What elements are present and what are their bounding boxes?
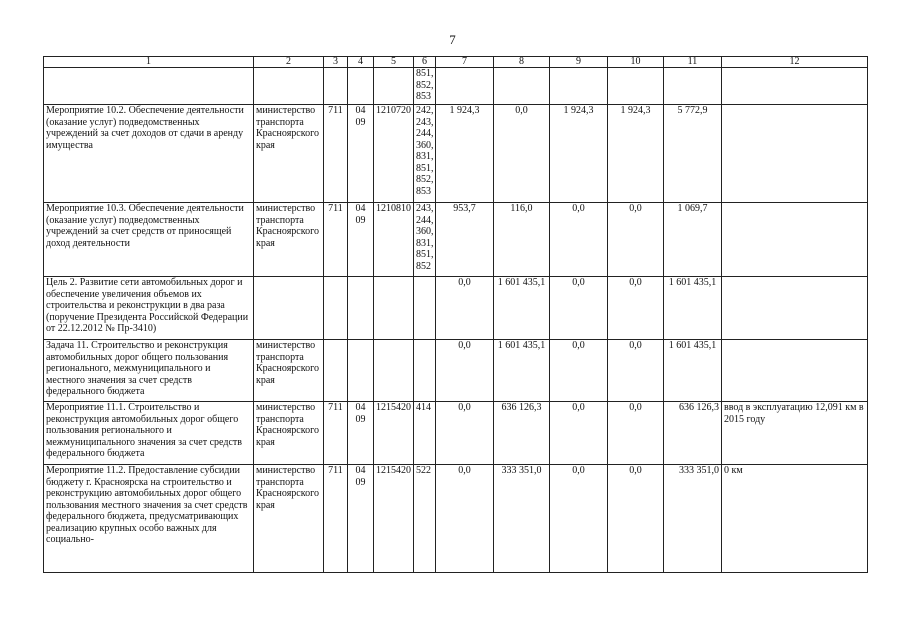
col-header-11: 11 <box>664 57 722 68</box>
cell-2017: 0,0 <box>608 465 664 573</box>
cell-grbs <box>324 340 348 402</box>
cell-grbs <box>324 68 348 105</box>
cell-csr <box>374 68 414 105</box>
cell-vr: 414 <box>414 402 436 465</box>
cell-name: Цель 2. Развитие сети автомобильных дорог и обеспечение увеличения объемов их строительства и реконструкции в два раза (поручение Президента Российской Федерации от 22.12.2012 № Пр-3410) <box>44 277 254 340</box>
cell-name <box>44 68 254 105</box>
cell-rzpr <box>348 340 374 402</box>
cell-2016: 0,0 <box>550 340 608 402</box>
cell-name: Задача 11. Строительство и реконструкция автомобильных дорог общего пользования регионального, межмуниципального и местного значения за счет средств федерального бюджета <box>44 340 254 402</box>
cell-grbs <box>324 277 348 340</box>
cell-result <box>722 340 868 402</box>
cell-2015: 333 351,0 <box>494 465 550 573</box>
col-header-3: 3 <box>324 57 348 68</box>
cell-result <box>722 105 868 203</box>
cell-vr <box>414 277 436 340</box>
cell-org: министерство транспорта Красноярского края <box>254 402 324 465</box>
col-header-4: 4 <box>348 57 374 68</box>
cell-total: 1 601 435,1 <box>664 277 722 340</box>
cell-2016: 0,0 <box>550 277 608 340</box>
cell-org <box>254 277 324 340</box>
cell-vr <box>414 340 436 402</box>
cell-csr <box>374 340 414 402</box>
cell-2014: 1 924,3 <box>436 105 494 203</box>
cell-name: Мероприятие 10.2. Обеспечение деятельности (оказание услуг) подведомственных учреждений за счет доходов от сдачи в аренду имущества <box>44 105 254 203</box>
col-header-1: 1 <box>44 57 254 68</box>
cell-rzpr: 04 09 <box>348 105 374 203</box>
cell-total: 333 351,0 <box>664 465 722 573</box>
cell-vr: 243, 244, 360, 831, 851, 852 <box>414 203 436 277</box>
cell-2014: 0,0 <box>436 277 494 340</box>
cell-result: ввод в эксплуатацию 12,091 км в 2015 году <box>722 402 868 465</box>
cell-2016: 0,0 <box>550 203 608 277</box>
cell-total: 1 069,7 <box>664 203 722 277</box>
cell-grbs: 711 <box>324 203 348 277</box>
cell-org: министерство транспорта Красноярского края <box>254 203 324 277</box>
cell-2014: 953,7 <box>436 203 494 277</box>
cell-2017: 0,0 <box>608 340 664 402</box>
header-row <box>44 57 868 68</box>
cell-vr: 522 <box>414 465 436 573</box>
cell-2016: 0,0 <box>550 465 608 573</box>
cell-grbs: 711 <box>324 465 348 573</box>
col-header-9: 9 <box>550 57 608 68</box>
col-header-6: 6 <box>414 57 436 68</box>
cell-2017: 0,0 <box>608 203 664 277</box>
cell-csr: 1210810 <box>374 203 414 277</box>
cell-rzpr <box>348 277 374 340</box>
table-row <box>44 402 868 465</box>
table-row <box>44 105 868 203</box>
cell-org: министерство транспорта Красноярского края <box>254 465 324 573</box>
cell-2015: 1 601 435,1 <box>494 277 550 340</box>
cell-total <box>664 68 722 105</box>
cell-csr: 1215420 <box>374 402 414 465</box>
cell-result <box>722 68 868 105</box>
cell-rzpr: 04 09 <box>348 402 374 465</box>
cell-2015 <box>494 68 550 105</box>
cell-total: 5 772,9 <box>664 105 722 203</box>
cell-csr: 1210720 <box>374 105 414 203</box>
cell-org <box>254 68 324 105</box>
cell-2015: 0,0 <box>494 105 550 203</box>
table-row <box>44 465 868 573</box>
table-row <box>44 277 868 340</box>
cell-2015: 1 601 435,1 <box>494 340 550 402</box>
cell-result <box>722 203 868 277</box>
cell-rzpr <box>348 68 374 105</box>
cell-2017: 1 924,3 <box>608 105 664 203</box>
cell-csr: 1215420 <box>374 465 414 573</box>
cell-name: Мероприятие 11.1. Строительство и реконструкция автомобильных дорог общего пользования регионального и межмуниципального значения за счет средств федерального бюджета <box>44 402 254 465</box>
cell-grbs: 711 <box>324 105 348 203</box>
cell-org: министерство транспорта Красноярского края <box>254 105 324 203</box>
col-header-8: 8 <box>494 57 550 68</box>
cell-org: министерство транспорта Красноярского края <box>254 340 324 402</box>
cell-rzpr: 04 09 <box>348 465 374 573</box>
cell-2014: 0,0 <box>436 402 494 465</box>
cell-result: 0 км <box>722 465 868 573</box>
cell-2014: 0,0 <box>436 340 494 402</box>
cell-2017: 0,0 <box>608 277 664 340</box>
cell-grbs: 711 <box>324 402 348 465</box>
cell-name: Мероприятие 11.2. Предоставление субсидии бюджету г. Красноярска на строительство и реконструкцию автомобильных дорог общего пользования местного значения за счет средств федерального бюджета, предусматривающих реализацию крупных особо важных для социально- <box>44 465 254 573</box>
cell-2016: 0,0 <box>550 402 608 465</box>
cell-2016: 1 924,3 <box>550 105 608 203</box>
cell-2014: 0,0 <box>436 465 494 573</box>
cell-2017: 0,0 <box>608 402 664 465</box>
cell-total: 636 126,3 <box>664 402 722 465</box>
cell-csr <box>374 277 414 340</box>
table-row <box>44 68 868 105</box>
cell-result <box>722 277 868 340</box>
table-row <box>44 203 868 277</box>
cell-2017 <box>608 68 664 105</box>
cell-total: 1 601 435,1 <box>664 340 722 402</box>
budget-table <box>43 56 868 573</box>
cell-vr: 851, 852, 853 <box>414 68 436 105</box>
col-header-7: 7 <box>436 57 494 68</box>
cell-2014 <box>436 68 494 105</box>
cell-2016 <box>550 68 608 105</box>
cell-2015: 116,0 <box>494 203 550 277</box>
col-header-10: 10 <box>608 57 664 68</box>
col-header-12: 12 <box>722 57 868 68</box>
col-header-5: 5 <box>374 57 414 68</box>
col-header-2: 2 <box>254 57 324 68</box>
table-row <box>44 340 868 402</box>
cell-rzpr: 04 09 <box>348 203 374 277</box>
cell-name: Мероприятие 10.3. Обеспечение деятельности (оказание услуг) подведомственных учреждений за счет средств от приносящей доход деятельности <box>44 203 254 277</box>
cell-vr: 242, 243, 244, 360, 831, 851, 852, 853 <box>414 105 436 203</box>
cell-2015: 636 126,3 <box>494 402 550 465</box>
page-number: 7 <box>449 32 456 47</box>
